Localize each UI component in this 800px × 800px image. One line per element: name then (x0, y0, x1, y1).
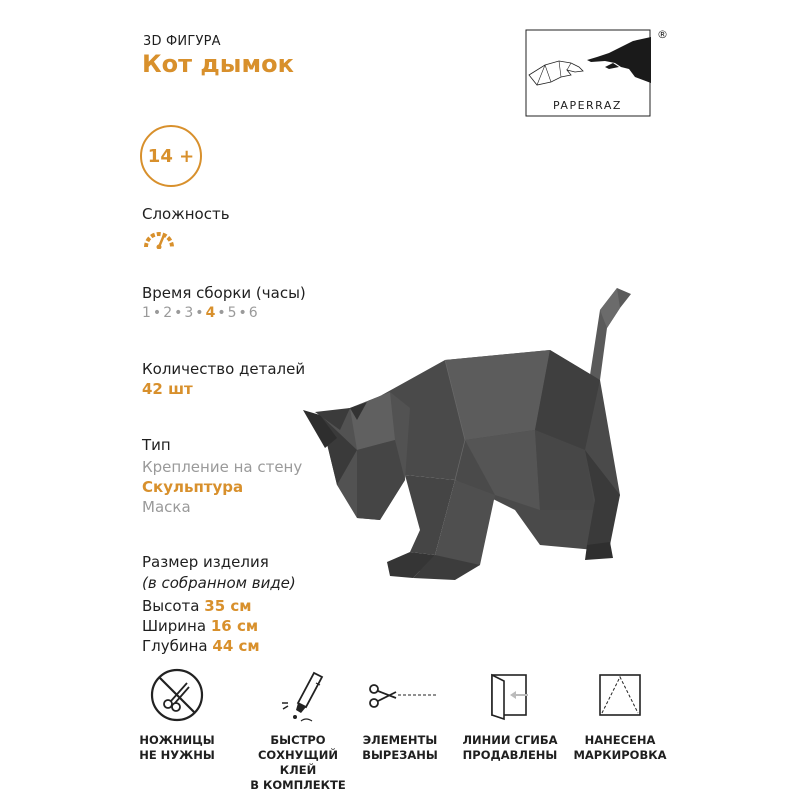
size-depth (142, 637, 260, 655)
fold-lines-icon (480, 665, 540, 725)
feature-caption-line: БЫСТРО (270, 733, 326, 747)
feature-caption-line: ПРОДАВЛЕНЫ (462, 748, 558, 762)
parts-count-value: 42 шт (142, 380, 193, 398)
feature-marking (560, 665, 680, 763)
feature-caption-line: НЕ НУЖНЫ (139, 748, 215, 762)
assembly-time-separator: • (174, 305, 183, 321)
assembly-time-scale (142, 305, 260, 321)
size-height (142, 597, 252, 615)
assembly-time-separator: • (238, 305, 247, 321)
feature-no-scissors (117, 665, 237, 763)
size-label: Размер изделия (142, 553, 269, 571)
assembly-time-separator: • (217, 305, 226, 321)
parts-count-label: Количество деталей (142, 360, 306, 378)
registered-mark: ® (657, 28, 668, 41)
assembly-time-step: 5 (227, 305, 237, 321)
size-width-value: 16 см (210, 617, 259, 635)
assembly-time-separator: • (152, 305, 162, 321)
feature-caption-line: ВЫРЕЗАНЫ (362, 748, 438, 762)
size-depth-value: 44 см (212, 637, 260, 655)
assembly-time-label: Время сборки (часы) (142, 284, 306, 302)
difficulty-label: Сложность (142, 205, 230, 223)
marking-icon (590, 665, 650, 725)
feature-caption-line: В КОМПЛЕКТЕ (250, 778, 346, 792)
feature-caption-line: ЭЛЕМЕНТЫ (362, 733, 438, 747)
assembly-time-step: 1 (142, 305, 151, 321)
assembly-time-step: 4 (205, 305, 216, 321)
feature-caption-line: МАРКИРОВКА (573, 748, 667, 762)
type-option: Крепление на стену (142, 458, 303, 476)
feature-caption-line: ЛИНИИ СГИБА (462, 733, 558, 747)
age-badge: 14 + (140, 125, 202, 187)
assembly-time-step: 3 (184, 305, 194, 321)
feature-caption-line: НАНЕСЕНА (584, 733, 656, 747)
assembly-time-step: 6 (248, 305, 258, 321)
cut-elements-icon (360, 665, 440, 725)
feature-fold-lines (450, 665, 570, 763)
type-option: Маска (142, 498, 191, 516)
size-depth-label: Глубина (142, 637, 208, 655)
glue-icon (268, 665, 328, 725)
no-scissors-icon (147, 665, 207, 725)
type-option: Скульптура (142, 478, 244, 496)
type-label: Тип (142, 436, 171, 454)
size-height-label: Высота (142, 597, 200, 615)
gauge-icon (142, 227, 176, 253)
feature-cut-elements (340, 665, 460, 763)
product-title: Кот дымок (142, 50, 294, 78)
size-note: (в собранном виде) (142, 574, 296, 592)
brand-logo (525, 27, 655, 119)
brand-name: PAPERRAZ (553, 99, 622, 112)
size-width-label: Ширина (142, 617, 207, 635)
assembly-time-step: 2 (163, 305, 173, 321)
feature-caption-line: СОХНУЩИЙ КЛЕЙ (257, 748, 339, 777)
cat-sculpture-image (295, 280, 635, 594)
assembly-time-separator: • (195, 305, 204, 321)
feature-caption-line: НОЖНИЦЫ (139, 733, 215, 747)
size-height-value: 35 см (204, 597, 252, 615)
size-width (142, 617, 258, 635)
product-subtitle: 3D ФИГУРА (143, 34, 221, 49)
type-options (142, 457, 302, 517)
